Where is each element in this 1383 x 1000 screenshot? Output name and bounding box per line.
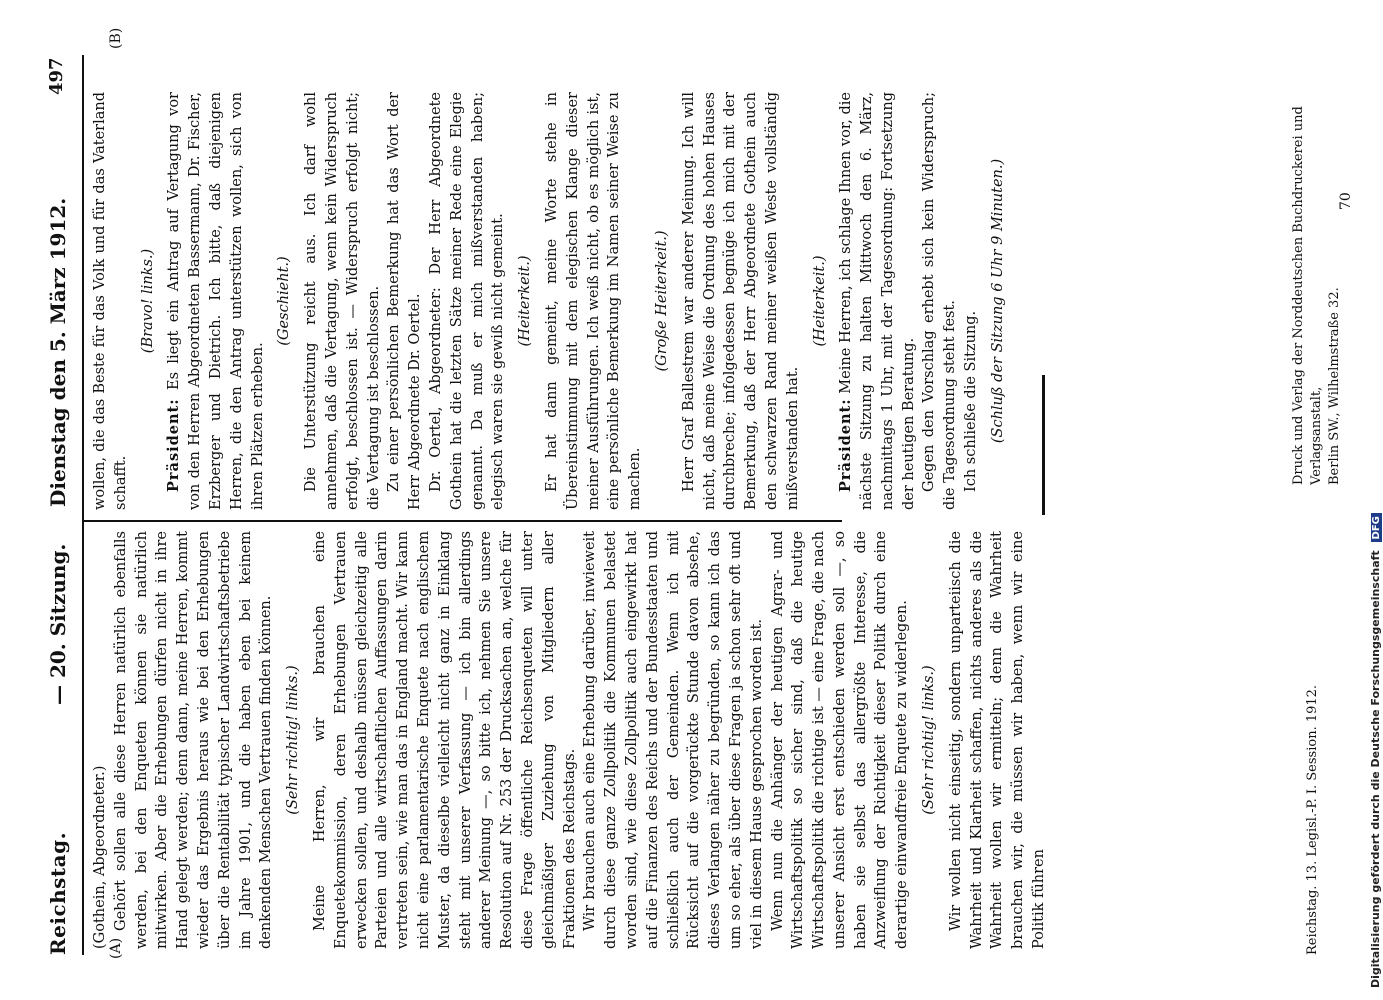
paragraph [164, 92, 268, 510]
paragraph [836, 92, 919, 510]
paragraph: Ich schließe die Sitzung. [963, 310, 980, 492]
paragraph: wollen, die das Beste für das Volk und für das Vaterland schafft. [92, 92, 129, 510]
interjection: (Bravo! links.) [139, 248, 156, 354]
paragraph: Die Unterstützung reicht aus. Ich darf wohl annehmen, daß die Vertagung, wenn kein Widerspruch erfolgt, beschlossen ist. — Widerspruch erfolgt nicht; die Vertagung ist beschlossen. [303, 92, 382, 510]
dfg-logo: DFG [1371, 513, 1382, 542]
interjection: (Sehr richtig! links.) [921, 665, 938, 815]
interjection: (Heiterkeit.) [517, 255, 534, 347]
printer-line-2: Berlin SW., Wilhelmstraße 32. [1327, 287, 1342, 485]
speaker-label: Präsident: [165, 398, 183, 492]
speaker-continuation: (Gothein, Abgeordneter.) [92, 765, 108, 949]
header-date: Dienstag den 5. März 1912. [46, 197, 70, 507]
paragraph: Wenn nun die Anhänger der heutigen Agrar- und Wirtschaftspolitik so sicher sind, daß die heutige Wirtschaftspolitik die richtige ist — eine Frage, die nach unserer Ansicht erst entschieden werden soll —, so haben sie selbst das allergrößte Interesse, die Anzweiflung der Richtigkeit dieser Politik durch eine derartige einwandfreie Enquete zu widerlegen. [769, 531, 911, 949]
left-column [90, 531, 1050, 949]
page-number: 497 [46, 57, 67, 95]
interjection: (Schluß der Sitzung 6 Uhr 9 Minuten.) [989, 158, 1006, 444]
margin-mark-a: (A) [108, 937, 124, 959]
paragraph: Meine Herren, wir brauchen eine Enquetekommission, deren Erhebungen Vertrauen erwecken sollen, und deshalb müssen gleichzeitig alle Parteien und alle wirtschaftlichen Auffassungen darin vertreten sein, wie man das in England macht. Wir kann nicht eine parlamentarische Enquete nach englischem Muster, da dieselbe vielleicht nicht ganz in Einklang steht mit unserer Verfassung — ich bin allerdings anderer Meinung —, so bitte ich, nehmen Sie unsere Resolution auf Nr. 253 der Drucksachen an, welche für diese Frage öffentliche Reichsenqueten will unter gleichmäßiger Zuziehung von Mitgliedern aller Fraktionen des Reichstags. [311, 531, 578, 949]
column-divider [82, 520, 842, 522]
interjection: (Heiterkeit.) [811, 255, 828, 347]
paragraph: Gegen den Vorschlag erhebt sich kein Widerspruch; die Tagesordnung steht fest. [921, 92, 959, 510]
header-rule [82, 55, 84, 955]
header-title: Reichstag. [46, 831, 70, 955]
rotated-document-page [42, 27, 1354, 959]
paragraph: Zu einer persönlichen Bemerkung hat das Wort der Herr Abgeordnete Dr. Oertel. [386, 92, 424, 510]
printer-line-1: Druck und Verlag der Norddeutschen Buchdruckerei und Verlagsanstalt, [1291, 106, 1324, 485]
paragraph: Er hat dann gemeint, meine Worte stehe in Übereinstimmung mit dem elegischen Klange dieser meiner Ausführungen. Ich weiß nicht, ob es möglich ist, eine persönliche Bemerkung im Namen seiner Weise zu machen. [543, 92, 644, 510]
interjection: (Große Heiterkeit.) [653, 230, 670, 372]
funding-note [1367, 8, 1383, 988]
speaker-label: Präsident: [837, 398, 855, 492]
margin-mark-b: (B) [108, 27, 124, 49]
end-rule [1042, 375, 1045, 515]
header-session: — 20. Sitzung. [46, 543, 70, 705]
paragraph: Dr. Oertel, Abgeordneter: Der Herr Abgeordnete Gothein hat die letzten Sätze meiner Rede eine Elegie genannt. Da muß er mich mißverstanden haben; elegisch waren sie gewiß nicht gemeint. [427, 92, 507, 510]
paragraph: Wir brauchen auch eine Erhebung darüber, inwieweit durch diese ganze Zollpolitik die Kommunen belastet worden sind, wie diese Zollpolitik auch eingewirkt hat auf die Finanzen des Reichs und der Bundesstaaten und schließlich auch der Gemeinden. Wenn ich mit Rücksicht auf die vorgerückte Stunde davon absehe, dieses Verlangen näher zu begründen, so kann ich das um so eher, als über diese Fragen ja schon sehr oft und viel in diesem Hause gesprochen worden ist. [582, 531, 765, 949]
paragraph-text: Meine Herren, ich schlage Ihnen vor, die nächste Sitzung zu halten Mittwoch den 6. März, nachmittags 1 Uhr, mit der Tagesordnung: Fortsetzung der heutigen Beratung. [838, 92, 917, 510]
interjection: (Sehr richtig! links.) [285, 665, 302, 815]
right-column [90, 92, 1015, 510]
sheet-number: 70 [1338, 192, 1354, 210]
paragraph: Wir wollen nicht einseitig, sondern unparteiisch die Wahrheit und Klarheit schaffen, nichts anderes als die Wahrheit wollen wir ermitteln; denn die Wahrheit brauchen wir, die müssen wir haben, wenn wir eine Politik führen [947, 531, 1048, 949]
paragraph: Herr Graf Ballestrem war anderer Meinung. Ich will nicht, daß meine Weise die Ordnung des hohen Hauses durchbreche; infolgedessen begnüge ich mich mit der Bemerkung, daß der Herr Abgeordnete Gothein auch den schwarzen Rand meiner weißen Weste vollständig mißverstanden hat. [680, 92, 801, 510]
footer-imprint: Reichstag. 13. Legisl.-P. I. Session. 1912. [1305, 684, 1320, 955]
funding-note-text: Digitalisierung gefördert durch die Deutsche Forschungsgemeinschaft [1369, 550, 1382, 988]
interjection: (Geschieht.) [276, 256, 293, 346]
paragraph: Gehört sollen alle diese Herren natürlich ebenfalls werden, bei den Enqueten können sie natürlich mitwirken. Aber die Erhebungen dürfen nicht in ihre Hand gelegt werden; denn dann, meine Herren, kommt wieder das Ergebnis heraus wie bei den Erhebungen über die Rentabilität typischer Landwirtschaftsbetriebe im Jahre 1901, und die haben eben bei keinem denkenden Menschen Vertrauen finden können. [112, 531, 275, 949]
footer-printer [1290, 55, 1344, 485]
paragraph-text: Es liegt ein Antrag auf Vertagung vor von den Herren Abgeordneten Bassermann, Dr. Fischer, Erzberger und Dietrich. Ich bitte, daß diejenigen Herren, die den Antrag unterstützen wollen, sich von ihren Plätzen erheben. [166, 92, 266, 510]
